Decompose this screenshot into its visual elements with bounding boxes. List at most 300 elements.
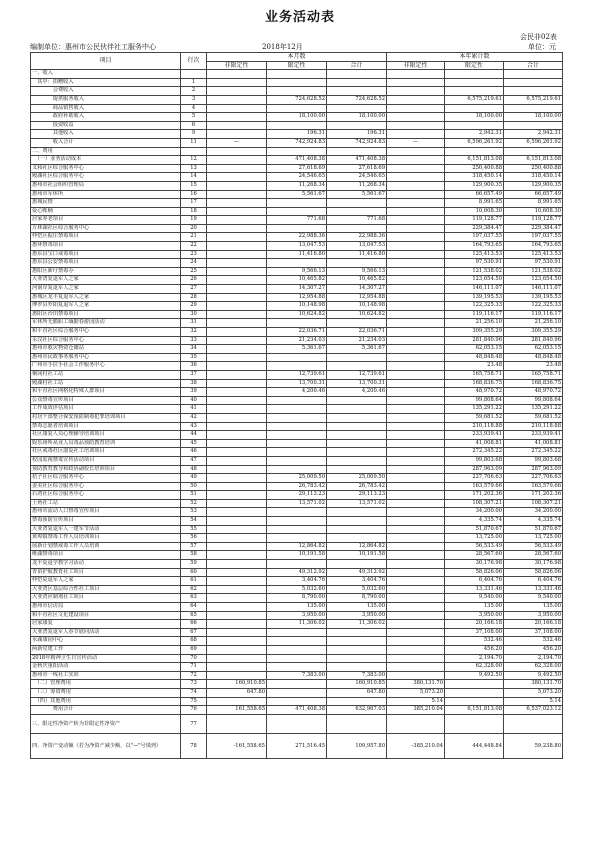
row-number: 25 [181, 267, 207, 276]
value-cell: 129,900.35 [504, 181, 563, 190]
value-cell: 8,991.65 [445, 199, 504, 208]
table-row [31, 233, 563, 242]
value-cell: 135.00 [267, 603, 327, 612]
value-cell: 10,465.82 [267, 276, 327, 285]
value-cell: 196.31 [267, 130, 327, 139]
table-row [31, 422, 563, 431]
table-row [31, 517, 563, 526]
row-item-label: 爱心帐桶 [31, 207, 181, 216]
value-cell: 121,538.02 [504, 267, 563, 276]
value-cell: 24,546.65 [267, 173, 327, 182]
row-number: 62 [181, 585, 207, 594]
row-number: 54 [181, 517, 207, 526]
value-cell: 6,151,813.08 [504, 156, 563, 165]
value-cell: 3,950.00 [327, 611, 387, 620]
value-cell: 380,131.70 [504, 680, 563, 689]
value-cell: 18,100.00 [267, 113, 327, 122]
value-cell: 471,408.38 [327, 156, 387, 165]
row-item-label: 博罗县罗阳复退军人之家 [31, 302, 181, 311]
value-cell: 10,608.30 [504, 207, 563, 216]
value-cell: 6,151,813.08 [445, 706, 504, 715]
value-cell: 6,404.76 [504, 577, 563, 586]
row-item-label: 永汉社区综合服务中心 [31, 336, 181, 345]
row-item-label: 惠阳区新圩禁毒办 [31, 267, 181, 276]
table-row [31, 113, 563, 122]
value-cell: 168,836.75 [445, 379, 504, 388]
value-cell [267, 663, 327, 672]
value-cell: 30,176.98 [445, 560, 504, 569]
table-row [31, 156, 563, 165]
value-cell [327, 422, 387, 431]
value-cell [267, 70, 327, 79]
table-row [31, 620, 563, 629]
value-cell [207, 95, 267, 104]
value-cell [327, 147, 387, 156]
table-row [31, 534, 563, 543]
row-number: 61 [181, 577, 207, 586]
row-item-label: 惠州市社会组织管理局 [31, 181, 181, 190]
table-row [31, 448, 563, 457]
value-cell: 6,537,023.12 [504, 706, 563, 715]
value-cell: 135.00 [504, 603, 563, 612]
value-cell [207, 663, 267, 672]
value-cell: 8,790.00 [327, 594, 387, 603]
row-number: 42 [181, 413, 207, 422]
value-cell [387, 147, 445, 156]
value-cell: 29,113.23 [327, 491, 387, 500]
value-cell: 6,575,219.61 [504, 95, 563, 104]
row-item-label: 和平直社区综合服务中心 [31, 328, 181, 337]
value-cell [387, 628, 445, 637]
value-cell: 27,618.69 [267, 164, 327, 173]
table-row [31, 577, 563, 586]
header-row-no: 行次 [181, 53, 207, 70]
value-cell: 5,561.67 [327, 190, 387, 199]
row-item-label: 万林湖社区综合服务中心 [31, 224, 181, 233]
value-cell [387, 482, 445, 491]
value-cell: 12,954.88 [327, 293, 387, 302]
row-number: 28 [181, 293, 207, 302]
value-cell: 12,954.88 [267, 293, 327, 302]
value-cell [387, 70, 445, 79]
value-cell: 196.31 [327, 130, 387, 139]
value-cell [387, 224, 445, 233]
value-cell: — [387, 138, 445, 147]
value-cell: 14,307.27 [327, 285, 387, 294]
header-month-unrestricted: 非限定性 [207, 61, 267, 70]
value-cell: 13,571.02 [327, 499, 387, 508]
row-item-label: 工作成效评估项目 [31, 405, 181, 414]
value-cell: 281,840.96 [445, 336, 504, 345]
table-row [31, 474, 563, 483]
value-cell: 48,848.48 [445, 353, 504, 362]
value-cell [207, 379, 267, 388]
value-cell: 48,848.48 [504, 353, 563, 362]
value-cell [387, 130, 445, 139]
value-cell: 119,116.17 [445, 310, 504, 319]
row-item-label: 义和社区综合服务中心 [31, 164, 181, 173]
row-number: 64 [181, 603, 207, 612]
value-cell: 123,654.50 [445, 276, 504, 285]
row-item-label: 惠环禁毒项目 [31, 242, 181, 251]
value-cell: — [207, 138, 267, 147]
value-cell: 23.48 [445, 362, 504, 371]
value-cell: 210,118.88 [504, 422, 563, 431]
value-cell [387, 620, 445, 629]
row-number [181, 70, 207, 79]
value-cell [387, 499, 445, 508]
value-cell: 3,404.76 [267, 577, 327, 586]
value-cell: 9,566.13 [267, 267, 327, 276]
value-cell: 532.46 [504, 637, 563, 646]
row-item-label: 和平直社区网格化特殊人群项目 [31, 388, 181, 397]
value-cell: 742,924.83 [327, 138, 387, 147]
row-item-label: 大亚湾复退军人一建军节活动 [31, 525, 181, 534]
row-number: 35 [181, 353, 207, 362]
value-cell: 742,924.83 [267, 138, 327, 147]
value-cell [445, 680, 504, 689]
row-item-label: 大亚湾应制剂社工项目 [31, 594, 181, 603]
row-item-label: 惠州市救灾物资仓储站 [31, 345, 181, 354]
value-cell [207, 534, 267, 543]
value-cell [207, 293, 267, 302]
row-number: 74 [181, 688, 207, 697]
value-cell [387, 456, 445, 465]
row-item-label: 收入合计 [31, 138, 181, 147]
row-number: 77 [181, 714, 207, 733]
value-cell: 471,408.38 [267, 156, 327, 165]
value-cell: 48,970.72 [445, 388, 504, 397]
table-row [31, 121, 563, 130]
value-cell [387, 379, 445, 388]
value-cell [387, 525, 445, 534]
row-item-label: （一）业务活动成本 [31, 156, 181, 165]
row-item-label: 石湾社区综合服务中心 [31, 491, 181, 500]
value-cell: 168,836.75 [504, 379, 563, 388]
value-cell: 122,325.33 [504, 302, 563, 311]
row-item-label: 仲恺区振庄禁毒项目 [31, 233, 181, 242]
row-item-label: 禁毒志愿者培训项目 [31, 422, 181, 431]
table-row [31, 199, 563, 208]
value-cell: 271,516.45 [267, 733, 327, 758]
value-cell [387, 654, 445, 663]
header-ytd-unrestricted: 非限定性 [387, 61, 445, 70]
value-cell [327, 697, 387, 706]
value-cell [207, 671, 267, 680]
value-cell: 11,306.02 [327, 620, 387, 629]
value-cell: 197,037.55 [504, 233, 563, 242]
value-cell: 10,148.98 [327, 302, 387, 311]
value-cell: 25,009.50 [267, 474, 327, 483]
value-cell [387, 370, 445, 379]
value-cell: 6,151,813.08 [445, 156, 504, 165]
row-number: 52 [181, 499, 207, 508]
row-item-label: 惠州市民政事务服务中心 [31, 353, 181, 362]
value-cell: 58,826.06 [445, 568, 504, 577]
table-row [31, 302, 563, 311]
value-cell [207, 216, 267, 225]
value-cell: 41,008.81 [504, 439, 563, 448]
value-cell [267, 104, 327, 113]
value-cell: 24,546.65 [327, 173, 387, 182]
value-cell [207, 233, 267, 242]
value-cell: 56,533.49 [445, 542, 504, 551]
row-number: 23 [181, 250, 207, 259]
row-item-label: 居家康复 [31, 620, 181, 629]
value-cell: 5,073.20 [504, 688, 563, 697]
value-cell [327, 207, 387, 216]
row-number: 22 [181, 242, 207, 251]
value-cell [445, 714, 504, 733]
value-cell: 532.46 [445, 637, 504, 646]
table-row [31, 482, 563, 491]
row-number: 11 [181, 138, 207, 147]
value-cell: 2,194.70 [445, 654, 504, 663]
value-cell [327, 396, 387, 405]
value-cell: 4,335.74 [504, 517, 563, 526]
value-cell [207, 156, 267, 165]
table-row [31, 697, 563, 706]
value-cell [387, 242, 445, 251]
table-row [31, 319, 563, 328]
row-number: 45 [181, 439, 207, 448]
row-number: 29 [181, 302, 207, 311]
row-item-label: 惠城区龙丰复退军人之家 [31, 293, 181, 302]
value-cell [327, 645, 387, 654]
value-cell: 62,053.15 [445, 345, 504, 354]
table-row [31, 645, 563, 654]
value-cell [207, 345, 267, 354]
value-cell: 171,202.36 [445, 491, 504, 500]
value-cell [267, 534, 327, 543]
value-cell: 385,210.04 [387, 706, 445, 715]
table-row [31, 293, 563, 302]
row-number: 26 [181, 276, 207, 285]
value-cell [387, 267, 445, 276]
row-item-label: 娱乐场所从业人员毒品预防教育培训 [31, 439, 181, 448]
value-cell [207, 328, 267, 337]
table-row [31, 147, 563, 156]
value-cell [327, 70, 387, 79]
value-cell [445, 697, 504, 706]
value-cell [387, 611, 445, 620]
row-item-label: 费用合计 [31, 706, 181, 715]
value-cell: 5,361.67 [267, 345, 327, 354]
value-cell [387, 637, 445, 646]
value-cell [207, 164, 267, 173]
row-number: 73 [181, 680, 207, 689]
value-cell: 4,200.46 [327, 388, 387, 397]
row-item-label: 龙丰复退学教学习活动 [31, 560, 181, 569]
value-cell [387, 714, 445, 733]
header-month-total: 合计 [327, 61, 387, 70]
row-number: 5 [181, 113, 207, 122]
table-row [31, 585, 563, 594]
form-code: 会民非02表 [520, 33, 557, 41]
value-cell [387, 405, 445, 414]
header-ytd: 本年累计数 [387, 53, 563, 62]
row-number: 13 [181, 164, 207, 173]
table-row [31, 680, 563, 689]
value-cell: 3,950.00 [504, 611, 563, 620]
value-cell: 10,148.98 [267, 302, 327, 311]
row-item-label: （二）管理费用 [31, 680, 181, 689]
value-cell [387, 319, 445, 328]
value-cell [207, 190, 267, 199]
row-number: 34 [181, 345, 207, 354]
value-cell [387, 302, 445, 311]
table-row [31, 413, 563, 422]
row-number: 20 [181, 224, 207, 233]
row-number: 70 [181, 654, 207, 663]
header-item: 项目 [31, 53, 181, 70]
value-cell [327, 439, 387, 448]
value-cell [387, 345, 445, 354]
table-row [31, 207, 563, 216]
value-cell: 51,870.67 [445, 525, 504, 534]
table-row [31, 714, 563, 733]
row-number: 15 [181, 181, 207, 190]
table-header [31, 53, 563, 70]
table-row [31, 181, 563, 190]
value-cell: 13,700.31 [327, 379, 387, 388]
value-cell [207, 224, 267, 233]
value-cell [267, 439, 327, 448]
value-cell: 2,942.31 [504, 130, 563, 139]
row-item-label: 其他收入 [31, 130, 181, 139]
value-cell: 160,910.85 [327, 680, 387, 689]
value-cell: 272,345.22 [504, 448, 563, 457]
value-cell: 28,567.60 [504, 551, 563, 560]
value-cell [327, 87, 387, 96]
value-cell: 12,864.82 [327, 542, 387, 551]
value-cell [387, 113, 445, 122]
value-cell: 13,725.00 [504, 534, 563, 543]
value-cell [387, 396, 445, 405]
value-cell [207, 422, 267, 431]
value-cell: 146,111.07 [445, 285, 504, 294]
value-cell: 10,624.82 [327, 310, 387, 319]
value-cell [267, 645, 327, 654]
value-cell: 471,408.38 [267, 706, 327, 715]
row-number: 31 [181, 319, 207, 328]
value-cell: 4,200.46 [267, 388, 327, 397]
value-cell [327, 121, 387, 130]
value-cell: 125,413.53 [504, 250, 563, 259]
value-cell [267, 396, 327, 405]
value-cell: 229,384.47 [445, 224, 504, 233]
row-number: 32 [181, 328, 207, 337]
header-month-restricted: 限定性 [267, 61, 327, 70]
value-cell: 281,840.96 [504, 336, 563, 345]
value-cell [267, 87, 327, 96]
value-cell [387, 577, 445, 586]
row-item-label: 社区戒毒社区康复社工培训项目 [31, 448, 181, 457]
table-row [31, 216, 563, 225]
table-row [31, 95, 563, 104]
table-row [31, 525, 563, 534]
value-cell: 99,803.68 [445, 456, 504, 465]
value-cell [445, 121, 504, 130]
value-cell: 444,448.84 [445, 733, 504, 758]
row-number: 66 [181, 620, 207, 629]
value-cell: 165,758.71 [504, 370, 563, 379]
row-number: 78 [181, 733, 207, 758]
value-cell [267, 525, 327, 534]
row-number: 40 [181, 396, 207, 405]
value-cell: 21,234.03 [267, 336, 327, 345]
value-cell: 21,256.10 [445, 319, 504, 328]
table-row [31, 733, 563, 758]
value-cell: 227,706.63 [504, 474, 563, 483]
value-cell: 13,700.31 [267, 379, 327, 388]
value-cell [207, 130, 267, 139]
value-cell [207, 250, 267, 259]
value-cell: 119,128.77 [504, 216, 563, 225]
value-cell: 10,608.30 [445, 207, 504, 216]
row-item-label: 校园监视禁毒宣传活动项目 [31, 456, 181, 465]
value-cell [207, 396, 267, 405]
value-cell [267, 697, 327, 706]
row-number: 49 [181, 474, 207, 483]
value-cell: 25,009.50 [327, 474, 387, 483]
row-item-label: 惠城民情 [31, 199, 181, 208]
value-cell [267, 78, 327, 87]
value-cell [327, 259, 387, 268]
value-cell [387, 121, 445, 130]
value-cell: 135.00 [445, 603, 504, 612]
value-cell [207, 181, 267, 190]
table-row [31, 568, 563, 577]
value-cell [327, 413, 387, 422]
value-cell [267, 431, 327, 440]
value-cell [327, 104, 387, 113]
value-cell: 59,238.80 [504, 733, 563, 758]
value-cell: 5,361.67 [327, 345, 387, 354]
row-number: 50 [181, 482, 207, 491]
value-cell [207, 104, 267, 113]
value-cell: 119,116.17 [504, 310, 563, 319]
value-cell: 11,268.34 [267, 181, 327, 190]
table-row [31, 250, 563, 259]
value-cell [267, 654, 327, 663]
row-number: 55 [181, 525, 207, 534]
value-cell: 139,195.53 [445, 293, 504, 302]
value-cell [267, 508, 327, 517]
value-cell: 272,345.22 [445, 448, 504, 457]
value-cell [387, 216, 445, 225]
row-number: 36 [181, 362, 207, 371]
value-cell [207, 199, 267, 208]
row-number: 56 [181, 534, 207, 543]
value-cell: 28,567.60 [445, 551, 504, 560]
value-cell: 11,416.80 [327, 250, 387, 259]
value-cell: 647.80 [327, 688, 387, 697]
value-cell [207, 560, 267, 569]
table-row [31, 688, 563, 697]
row-item-label: 桔子社区综合服务中心 [31, 474, 181, 483]
value-cell: 318,450.14 [504, 173, 563, 182]
value-cell [207, 474, 267, 483]
value-cell [207, 113, 267, 122]
value-cell: 309,355.29 [504, 328, 563, 337]
value-cell [267, 207, 327, 216]
value-cell [327, 78, 387, 87]
value-cell [207, 276, 267, 285]
value-cell [387, 448, 445, 457]
row-item-label: 禁毒预防宣传项目 [31, 517, 181, 526]
row-item-label: 四、净资产变动额（若为净资产减少额，以"—"号填列） [31, 733, 181, 758]
